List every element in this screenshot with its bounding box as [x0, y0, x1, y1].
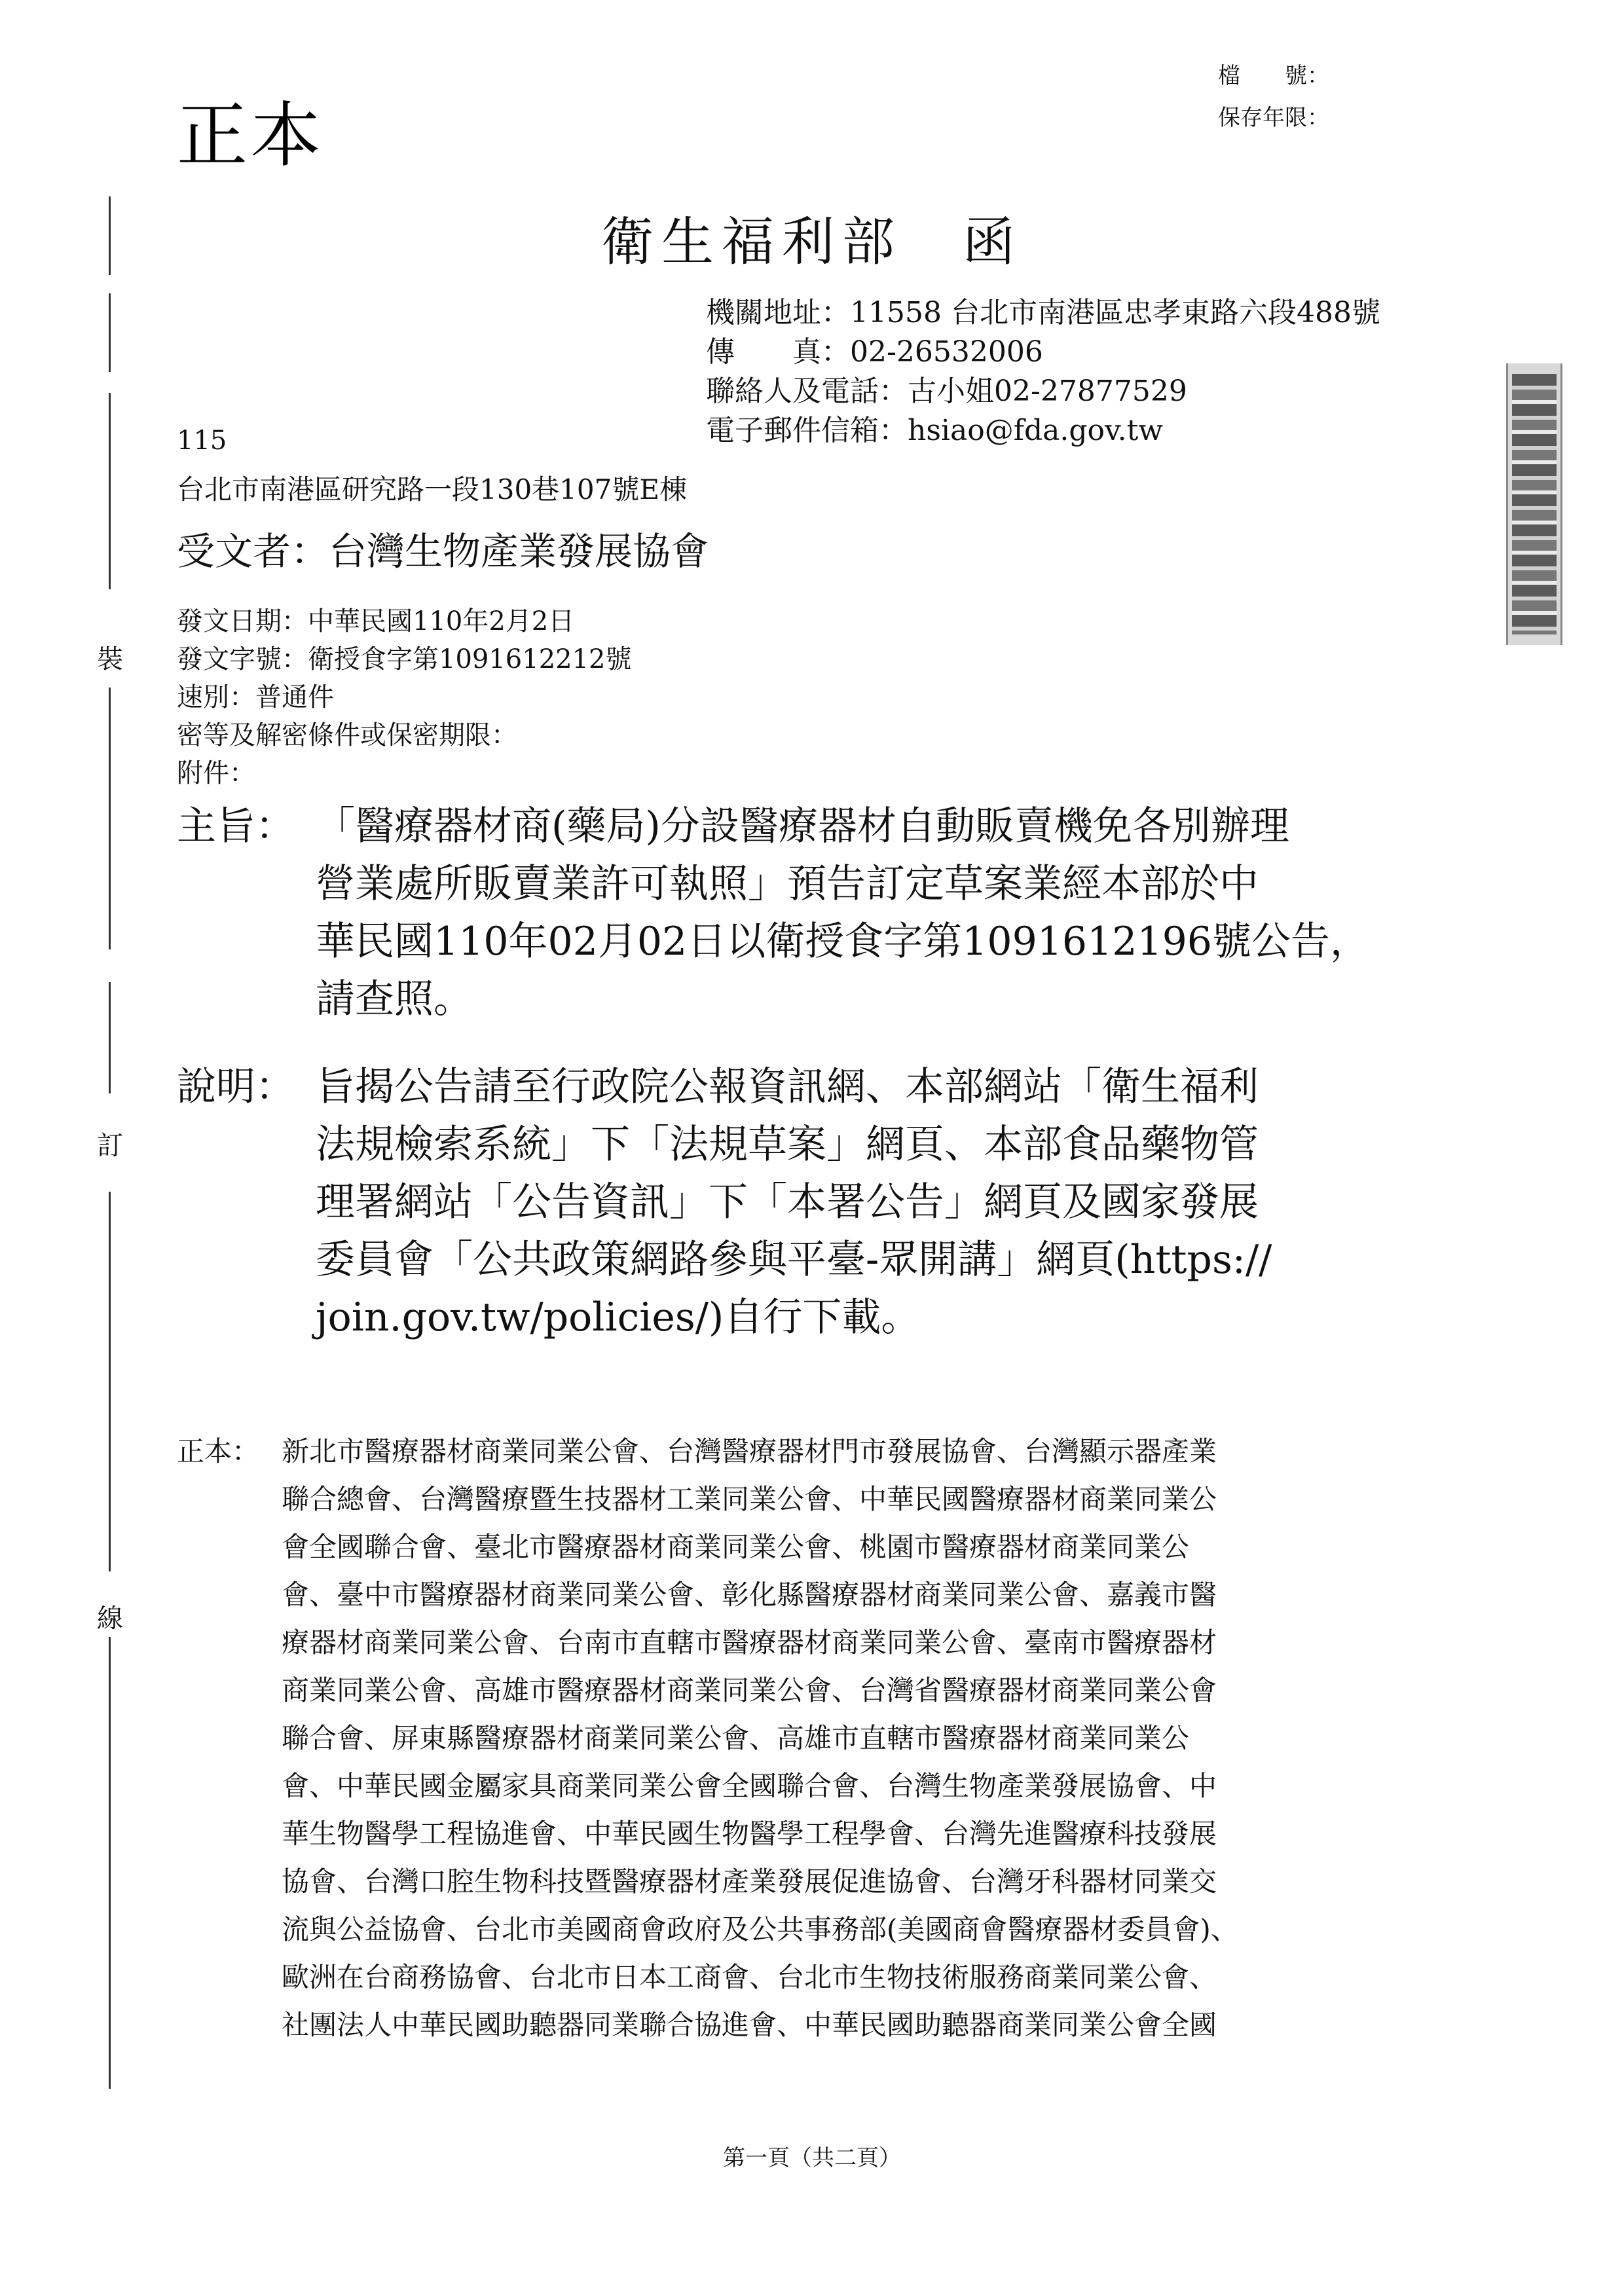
- explanation-line: 法規檢索系統」下「法規草案」網頁、本部食品藥物管: [316, 1122, 1259, 1167]
- binding-mark-zhuang: 裝: [97, 644, 123, 674]
- subject-line: 「醫療器材商(藥局)分設醫療器材自動販賣機免各別辦理: [316, 803, 1289, 849]
- recipient-address: 台北市南港區研究路一段130巷107號E棟: [177, 473, 687, 505]
- delivery-speed: 速別：普通件: [177, 682, 334, 712]
- sender-info: [706, 293, 1380, 450]
- copy-recipients-line: 流與公益協會、台北市美國商會政府及公共事務部(美國商會醫療器材委員會)、: [282, 1913, 1238, 1945]
- copy-recipients-line: 商業同業公會、高雄市醫療器材商業同業公會、台灣省醫療器材商業同業公會: [282, 1674, 1217, 1706]
- original-copy-stamp: 正本: [177, 95, 324, 177]
- retention-period-label: 保存年限：: [1218, 105, 1329, 131]
- archive-info: [1218, 58, 1414, 136]
- attachment: 附件：: [177, 758, 255, 788]
- issue-date: 發文日期：中華民國110年2月2日: [177, 606, 575, 636]
- agency-address: 機關地址：11558 台北市南港區忠孝東路六段488號: [706, 296, 1380, 329]
- document-number: 發文字號：衛授食字第1091612212號: [177, 644, 632, 674]
- copy-recipients-line: 協會、台灣口腔生物科技暨醫療器材產業發展促進協會、台灣牙科器材同業交: [282, 1865, 1217, 1898]
- recipient-postal-code: 115: [177, 426, 227, 456]
- document-title: 衛生福利部 函: [601, 211, 1023, 272]
- copy-recipients-line: 聯合會、屏東縣醫療器材商業同業公會、高雄市直轄市醫療器材商業同業公: [282, 1722, 1190, 1754]
- receipt-seal: [1506, 363, 1562, 645]
- contact-email: 電子郵件信箱：hsiao@fda.gov.tw: [706, 414, 1164, 447]
- copy-recipients-line: 會、中華民國金屬家具商業同業公會全國聯合會、台灣生物產業發展協會、中: [282, 1770, 1217, 1802]
- copy-recipients-line: 會全國聯合會、臺北市醫療器材商業同業公會、桃園市醫療器材商業同業公: [282, 1531, 1190, 1563]
- explanation-line: 委員會「公共政策網路參與平臺-眾開講」網頁(https://: [316, 1237, 1272, 1283]
- explanation-line: 理署網站「公告資訊」下「本署公告」網頁及國家發展: [316, 1179, 1259, 1225]
- file-number-label: 檔 號：: [1218, 63, 1329, 89]
- recipient: 受文者：台灣生物產業發展協會: [177, 529, 709, 574]
- binding-mark-ding: 訂: [97, 1131, 123, 1161]
- contact-phone: 聯絡人及電話：古小姐02-27877529: [706, 375, 1187, 408]
- copy-recipients-line: 華生物醫學工程協進會、中華民國生物醫學工程學會、台灣先進醫療科技發展: [282, 1818, 1217, 1850]
- subject-line: 營業處所販賣業許可執照」預告訂定草案業經本部於中: [316, 861, 1259, 907]
- copy-recipients-line: 療器材商業同業公會、台南市直轄市醫療器材商業同業公會、臺南市醫療器材: [282, 1626, 1217, 1659]
- copy-recipients-line: 歐洲在台商務協會、台北市日本工商會、台北市生物技術服務商業同業公會、: [282, 1961, 1217, 1993]
- document-meta: [177, 602, 632, 792]
- copy-recipients-line: 會、臺中市醫療器材商業同業公會、彰化縣醫療器材商業同業公會、嘉義市醫: [282, 1579, 1217, 1611]
- secrecy-level: 密等及解密條件或保密期限：: [177, 720, 517, 750]
- copy-recipients-line: 聯合總會、台灣醫療暨生技器材工業同業公會、中華民國醫療器材商業同業公: [282, 1483, 1217, 1515]
- subject-line: 請查照。: [316, 976, 473, 1022]
- copy-recipients-line: 新北市醫療器材商業同業公會、台灣醫療器材門市發展協會、台灣顯示器產業: [282, 1435, 1217, 1467]
- subject-label: 主旨：: [177, 803, 295, 849]
- copy-recipients-label: 正本：: [177, 1435, 260, 1467]
- fax-number: 傳 真：02-26532006: [706, 335, 1043, 369]
- binding-mark-xian: 線: [97, 1604, 123, 1634]
- explanation-line: join.gov.tw/policies/)自行下載。: [316, 1294, 921, 1340]
- subject-line: 華民國110年02月02日以衛授食字第1091612196號公告，: [316, 919, 1369, 964]
- explanation-line: 旨揭公告請至行政院公報資訊網、本部網站「衛生福利: [316, 1064, 1259, 1110]
- page-number: 第一頁（共二頁）: [723, 2145, 901, 2171]
- copy-recipients-line: 社團法人中華民國助聽器同業聯合協進會、中華民國助聽器商業同業公會全國: [282, 2009, 1217, 2041]
- explanation-label: 說明：: [177, 1064, 295, 1110]
